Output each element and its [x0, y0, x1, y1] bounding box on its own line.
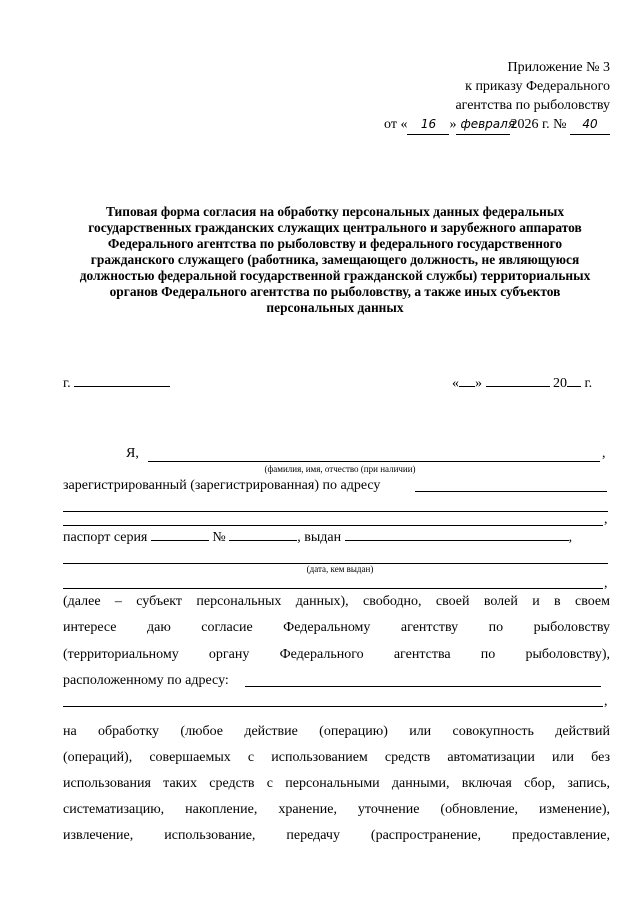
city-prefix: г. [63, 376, 71, 391]
address-blank-1 [415, 477, 607, 492]
passport-row [63, 530, 572, 546]
body-line-6: (операций), совершаемых с использованием средств автоматизации или без [63, 750, 610, 765]
fio-blank [148, 445, 600, 462]
body-line-7: использования таких средств с персональными данными, включая сбор, запись, [63, 776, 610, 791]
handwritten-order-number: 40 [570, 115, 610, 135]
date-close-quote: » [475, 376, 482, 391]
appendix-date-line [350, 115, 610, 135]
org-address-blank-1 [245, 672, 601, 687]
comma: , [604, 576, 608, 591]
i-label: Я, [126, 446, 139, 461]
passport-series-label: паспорт серия [63, 530, 148, 545]
issued-label: , выдан [297, 530, 342, 545]
address-blank-2 [63, 497, 608, 512]
passport-series-blank [151, 540, 209, 541]
passport-number-sign: № [212, 530, 226, 545]
appendix-line-1: Приложение № 3 [507, 60, 610, 75]
month-blank [486, 386, 550, 387]
date-prefix: от « [384, 117, 408, 132]
city-field [63, 376, 170, 392]
appendix-line-3: агентства по рыболовству [455, 98, 610, 113]
handwritten-month: февраля [456, 115, 510, 135]
issued-blank [345, 540, 569, 541]
date-field [452, 376, 592, 392]
org-address-blank-2 [63, 692, 603, 707]
handwritten-day: 16 [407, 115, 449, 135]
passport-number-blank [229, 540, 297, 541]
city-blank [74, 386, 170, 387]
body-line-8: систематизацию, накопление, хранение, уточнение (обновление, изменение), [63, 802, 610, 817]
comma: , [568, 530, 573, 545]
fio-caption: (фамилия, имя, отчество (при наличии) [264, 464, 416, 474]
registered-label: зарегистрированный (зарегистрированная) по адресу [63, 478, 381, 493]
body-line-2: интересе даю согласие Федеральному агентству по рыболовству [63, 620, 610, 635]
day-blank [459, 386, 475, 387]
body-line-3: (территориальному органу Федерального агентства по рыболовству), [63, 647, 610, 662]
date-quote-close: » [449, 117, 457, 132]
appendix-header [350, 58, 610, 135]
year-blank [567, 386, 581, 387]
order-year-number: 2026 г. № [510, 117, 567, 132]
issued-blank-2 [63, 549, 608, 564]
address-blank-3 [63, 511, 603, 526]
year-prefix: 20 [553, 376, 567, 391]
body-line-4: расположенному по адресу: [63, 673, 229, 688]
body-line-9: извлечение, использование, передачу (распространение, предоставление, [63, 828, 610, 843]
document-title: Типовая форма согласия на обработку персональных данных федеральных государственных гражданских служащих центрального и зарубежного аппаратов Федерального агентства по рыболовству и федерального государственного гражданского служащего (работника, замещающего должность, не являющуюся должностью федеральной государственной гражданской службы) территориальных органов Федерального агентства по рыболовству, а также иных субъектов персональных данных [79, 204, 591, 315]
issued-blank-3 [63, 574, 603, 589]
comma: , [604, 694, 608, 709]
comma: , [602, 446, 606, 461]
body-line-1: (далее – субъект персональных данных), свободно, своей волей и в своем [63, 594, 610, 609]
body-line-5: на обработку (любое действие (операцию) или совокупность действий [63, 724, 610, 739]
date-open-quote: « [452, 376, 459, 391]
year-suffix: г. [584, 376, 593, 391]
comma: , [604, 512, 608, 527]
issued-caption: (дата, кем выдан) [306, 564, 374, 574]
appendix-line-2: к приказу Федерального [465, 79, 610, 94]
